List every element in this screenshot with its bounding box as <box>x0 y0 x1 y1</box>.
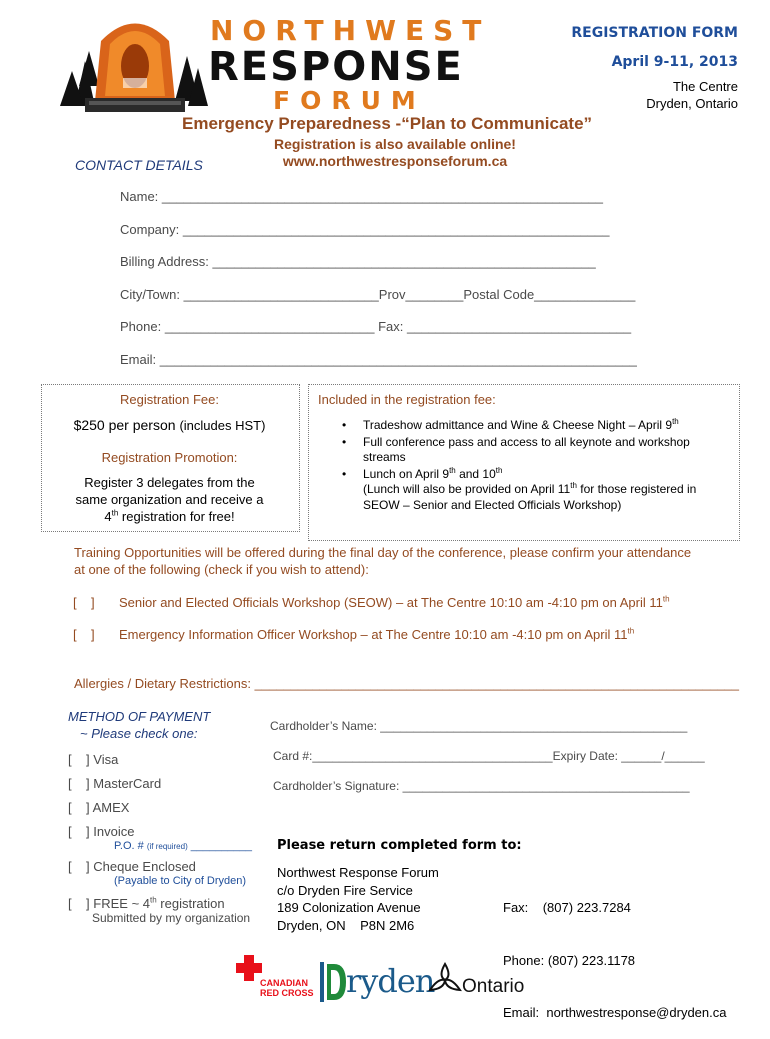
event-dates: April 9-11, 2013 <box>611 54 738 70</box>
promo-line-1: Register 3 delegates from the <box>84 475 255 490</box>
payment-heading: METHOD OF PAYMENT <box>68 709 211 724</box>
ontario-wordmark: Ontario <box>462 976 525 997</box>
red-cross-line-2: RED CROSS <box>260 988 314 998</box>
free-registration-checkbox[interactable]: [ ] FREE ~ 4th registration <box>68 895 225 911</box>
list-item: • Tradeshow admittance and Wine & Cheese Night – April 9th <box>340 418 720 434</box>
venue-city: Dryden, Ontario <box>646 96 738 111</box>
fee-amount: $250 per person <box>73 417 176 433</box>
ontario-logo <box>428 962 533 1002</box>
contact-heading: CONTACT DETAILS <box>75 157 203 173</box>
fee-note: (includes HST) <box>179 418 266 433</box>
cheque-checkbox[interactable]: [ ] Cheque Enclosed <box>68 859 196 874</box>
name-field[interactable]: Name: _____________________________________________________________ <box>120 189 603 204</box>
eio-checkbox[interactable]: [ ] <box>73 627 95 642</box>
payment-subheading: ~ Please check one: <box>80 726 198 741</box>
return-phone: Phone: (807) 223.1178 <box>503 952 636 968</box>
promo-heading: Registration Promotion: <box>101 450 238 465</box>
included-heading: Included in the registration fee: <box>318 392 496 407</box>
event-theme: Emergency Preparedness -“Plan to Communicate” <box>182 114 593 133</box>
website-link[interactable]: www.northwestresponseforum.ca <box>282 153 508 169</box>
return-street: 189 Colonization Avenue <box>277 900 421 915</box>
forum-logo <box>55 6 505 118</box>
return-address <box>277 864 439 934</box>
visa-checkbox[interactable]: [ ] Visa <box>68 752 119 767</box>
logo-line-forum: FORUM <box>273 86 426 115</box>
red-cross-line-1: CANADIAN <box>260 978 308 988</box>
return-fax: Fax: (807) 223.7284 <box>503 900 631 915</box>
return-city: Dryden, ON P8N 2M6 <box>277 917 415 933</box>
billing-address-field[interactable]: Billing Address: _____________________________________________________ <box>120 254 596 269</box>
return-contact <box>503 864 726 1039</box>
fee-amount-line <box>41 417 298 433</box>
dryden-logo <box>320 962 435 1004</box>
return-email[interactable]: Email: northwestresponse@dryden.ca <box>503 1005 727 1020</box>
red-cross-logo <box>236 955 316 1005</box>
promo-line-3: 4th registration for free! <box>104 508 235 524</box>
seow-option: Senior and Elected Officials Workshop (SEOW) – at The Centre 10:10 am -4:10 pm on April 11th <box>119 594 670 610</box>
red-cross-icon <box>236 955 262 981</box>
signature-field[interactable]: Cardholder’s Signature: ___________________________________________ <box>273 779 690 793</box>
cardholder-name-field[interactable]: Cardholder’s Name: ______________________________________________ <box>270 719 688 733</box>
promo-text <box>41 474 298 525</box>
form-title: REGISTRATION FORM <box>571 25 738 41</box>
city-prov-postal-field[interactable]: City/Town: ___________________________Prov________Postal Code______________ <box>120 287 636 302</box>
list-item: • Full conference pass and access to all keynote and workshop streams <box>340 435 720 466</box>
logo-line-northwest: NORTHWEST <box>210 14 491 47</box>
training-intro <box>74 544 691 578</box>
list-item: • Lunch on April 9th and 10th (Lunch will also be provided on April 11th for those registered in SEOW – Senior and Elected Officials Workshop) <box>340 467 720 514</box>
training-intro-line-2: at one of the following (check if you wish to attend): <box>74 562 369 577</box>
invoice-checkbox[interactable]: [ ] Invoice <box>68 824 135 839</box>
phone-fax-field[interactable]: Phone: _____________________________ Fax: _______________________________ <box>120 319 632 334</box>
email-field[interactable]: Email: __________________________________________________________________ <box>120 352 637 367</box>
return-heading: Please return completed form to: <box>277 838 522 853</box>
card-number-field[interactable]: Card #:____________________________________Expiry Date: ______/______ <box>273 749 705 763</box>
logo-line-response: RESPONSE <box>208 44 464 90</box>
online-note: Registration is also available online! <box>274 136 516 152</box>
return-org: Northwest Response Forum <box>277 865 439 880</box>
mastercard-checkbox[interactable]: [ ] MasterCard <box>68 776 162 791</box>
training-intro-line-1: Training Opportunities will be offered during the final day of the conference, please confirm your attendance <box>74 545 692 560</box>
eio-option: Emergency Information Officer Workshop – at The Centre 10:10 am -4:10 pm on April 11th <box>119 626 635 642</box>
return-care-of: c/o Dryden Fire Service <box>277 882 413 898</box>
cheque-note: (Payable to City of Dryden) <box>114 875 247 887</box>
fee-heading: Registration Fee: <box>120 392 219 407</box>
amex-checkbox[interactable]: [ ] AMEX <box>68 800 130 815</box>
included-list <box>340 418 720 514</box>
free-registration-note: Submitted by my organization <box>92 911 251 925</box>
seow-checkbox[interactable]: [ ] <box>73 595 95 610</box>
po-number-field[interactable]: P.O. # (if required) __________ <box>114 840 252 852</box>
dryden-d-icon <box>320 962 348 1002</box>
company-field[interactable]: Company: ___________________________________________________________ <box>120 222 610 237</box>
dryden-wordmark: ryden <box>346 962 435 1000</box>
venue: The Centre <box>672 79 738 94</box>
allergies-field[interactable]: Allergies / Dietary Restrictions: ___________________________________________________________________ <box>74 676 740 691</box>
trillium-icon <box>428 962 462 996</box>
promo-line-2: same organization and receive a <box>75 492 264 507</box>
